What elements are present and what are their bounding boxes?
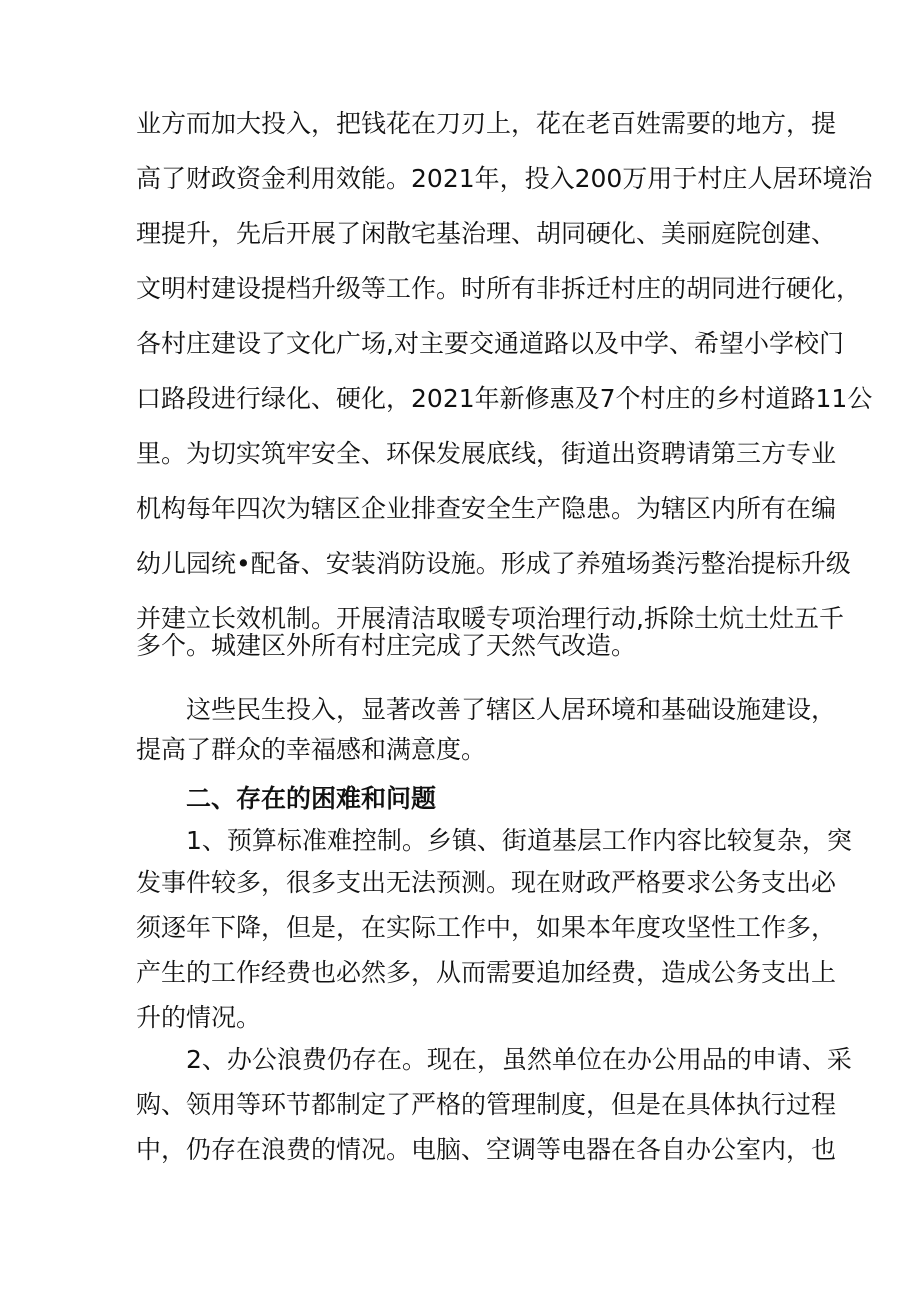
para4-line-1: 2、办公浪费仍存在。现在，虽然单位在办公用品的申请、采 [186,1045,852,1074]
para2-line-2: 提高了群众的幸福感和满意度。 [136,735,487,764]
para2-line-1: 这些民生投入，显著改善了辖区人居环境和基础设施建设， [186,695,837,724]
para4-line-2: 购、领用等环节都制定了严格的管理制度，但是在具体执行过程 [136,1090,837,1119]
para3-line-4: 产生的工作经费也必然多，从而需要追加经费，造成公务支出上 [136,958,837,987]
para1-line-5: 各村庄建设了文化广场,对主要交通道路以及中学、希望小学校门 [136,329,844,358]
para1-line-4: 文明村建设提档升级等工作。时所有非拆迁村庄的胡同进行硬化， [136,274,862,303]
para3-line-2: 发事件较多，很多支出无法预测。现在财政严格要求公务支出必 [136,868,837,897]
para1-line-2: 高了财政资金利用效能。2021年，投入200万用于村庄人居环境治 [136,164,873,193]
para1-line-3: 理提升，先后开展了闲散宅基治理、胡同硬化、美丽庭院创建、 [136,219,837,248]
para1-line-6: 口路段进行绿化、硬化，2021年新修惠及7个村庄的乡村道路11公 [136,384,873,413]
para1-line-11: 多个。城建区外所有村庄完成了天然气改造。 [136,631,637,660]
para1-line-8: 机构每年四次为辖区企业排查安全生产隐患。为辖区内所有在编 [136,494,837,523]
para1-line-9: 幼儿园统•配备、安装消防设施。形成了养殖场粪污整治提标升级 [136,549,851,578]
section-heading: 二、存在的困难和问题 [186,784,437,813]
para3-line-1: 1、预算标准难控制。乡镇、街道基层工作内容比较复杂，突 [186,826,852,855]
para3-line-3: 须逐年下降，但是，在实际工作中，如果本年度攻坚性工作多， [136,913,837,942]
para1-line-7: 里。为切实筑牢安全、环保发展底线，街道出资聘请第三方专业 [136,439,837,468]
para3-line-5: 升的情况。 [136,1003,262,1032]
para1-line-1: 业方而加大投入，把钱花在刀刃上，花在老百姓需要的地方，提 [136,109,837,138]
para1-line-10: 并建立长效机制。开展清洁取暖专项治理行动,拆除土炕土灶五千 [136,604,844,633]
para4-line-3: 中，仍存在浪费的情况。电脑、空调等电器在各自办公室内，也 [136,1135,837,1164]
